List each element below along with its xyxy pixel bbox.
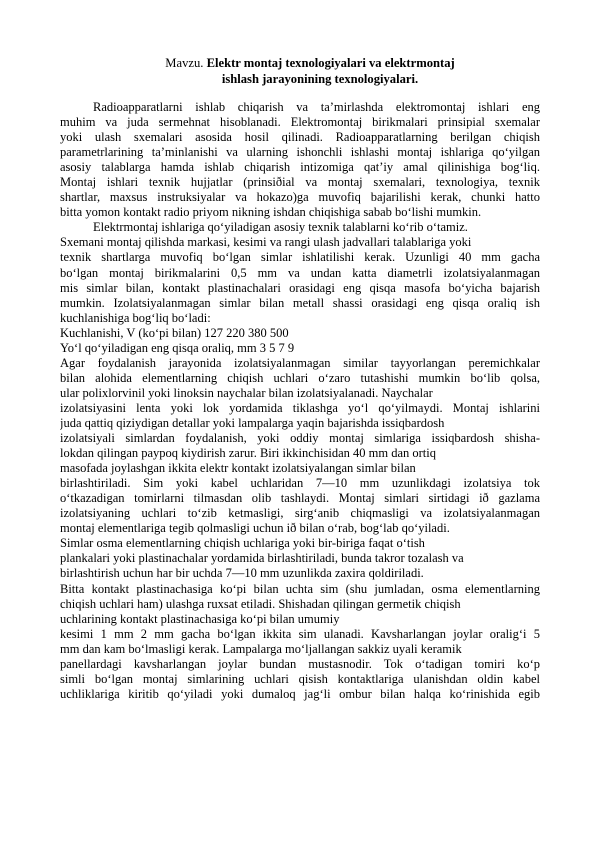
text-line: masofada joylashgan ikkita elektr kontakt izolatsiyalangan simlar bilan <box>60 461 416 476</box>
text-line: mis simlar bilan, kontakt plastinachalari orasidagi eng qisqa masofa bo‘yicha bajarish <box>60 280 540 295</box>
text-line: birlashtiriladi. Sim yoki kabel uchlaridan 7—10 mm uzunlikdagi izolatsiya tok <box>60 476 540 491</box>
text-line: parametrlarining ta’minlanishi va ularning ishonchli ishlashi montaj ishlariga qo‘yilgan <box>60 145 540 160</box>
text-line: muhim va juda sermehnat hisoblanadi. Elektromontaj birikmalari prinsipial sxemalar <box>60 115 540 130</box>
text-line: izolatsiyaning uchlari to‘zib ketmasligi, sirg‘anib chiqmasligi va izolatsiyalanmagan <box>60 506 540 521</box>
text-line: kesimi 1 mm 2 mm gacha bo‘lgan ikkita sim ulanadi. Kavsharlangan joylar oralig‘i 5 <box>60 626 540 641</box>
text-line: plankalari yoki plastinachalar yordamida birlashtiriladi, bunda takror tozalash va <box>60 551 464 566</box>
text-line: bitta yomon kontakt radio priyom nikning ishdan chiqishiga sabab bo‘lishi mumkin. <box>60 205 482 220</box>
text-line: Elektrmontaj ishlariga qo‘yiladigan asosiy texnik talablarni ko‘rib o‘tamiz. <box>93 220 468 235</box>
text-line: shartlar, maxsus instruksiyalar va hokazo)ga muvofiq bajarilishi kerak, chunki hatto <box>60 190 540 205</box>
text-line: yoki ulash sxemalari asosida hosil qilinadi. Radioapparatlarning berilgan chiqish <box>60 130 540 145</box>
text-line: uchlarining kontakt plastinachasiga ko‘pi bilan umumiy <box>60 611 340 626</box>
text-line: Simlar osma elementlarning chiqish uchlariga yoki bir-biriga faqat o‘tish <box>60 536 425 551</box>
text-line: Radioapparatlarni ishlab chiqarish va ta’mirlashda elektromontaj ishlari eng <box>93 100 540 114</box>
text-line: uchliklariga kiritib qo‘yiladi yoki dumaloq jag‘li ombur bilan halqa ko‘rinishida egib <box>60 686 540 701</box>
text-line: izolatsiyali simlardan foydalanish, yoki oddiy montaj simlariga issiqbardosh shisha- <box>60 431 540 446</box>
text-line: mm dan kam bo‘lmasligi kerak. Lampalarga mo‘ljallangan sakkiz uyali keramik <box>60 641 462 656</box>
text-line: birlashtirish uchun har bir uchda 7—10 mm uzunlikda zaxira qoldiriladi. <box>60 566 424 581</box>
body-text <box>60 100 540 702</box>
text-line: Agar foydalanish jarayonida izolatsiyalanmagan similar tayyorlangan peremichkalar <box>60 355 540 370</box>
text-line: Bitta kontakt plastinachasiga ko‘pi bilan uchta sim (shu jumladan, osma elementlarning <box>60 581 540 596</box>
text-line: Montaj ishlari texnik hujjatlar (prinsiðial va montaj sxemalari, texnologiya, texnik <box>60 175 540 190</box>
text-line: bo‘lgan montaj birikmalarini 0,5 mm va undan katta diametrli izolatsiyalanmagan <box>60 265 540 280</box>
title-line-2: ishlash jarayonining texnologiyalari. <box>221 72 419 86</box>
text-line: Kuchlanishi, V (ko‘pi bilan) 127 220 380 500 <box>60 325 289 340</box>
title-main: Elektr montaj texnologiyalari va elektrmontaj <box>206 56 455 70</box>
text-line: Yo‘l qo‘yiladigan eng qisqa oraliq, mm 3 5 7 9 <box>60 340 295 355</box>
text-line: panellardagi kavsharlangan joylar bundan mustasnodir. Tok o‘tadigan tomiri ko‘p <box>60 656 540 671</box>
text-line: Sxemani montaj qilishda markasi, kesimi va rangi ulash jadvallari talablariga yoki <box>60 235 472 250</box>
text-line: texnik shartlarga muvofiq bo‘lgan simlar ishlatilishi kerak. Uzunligi 40 mm gacha <box>60 250 540 265</box>
text-line: o‘tkazadigan tomirlarni tilmasdan olib tashlaydi. Montaj simlari sirtidagi ið gazlama <box>60 491 540 506</box>
title-line-1 <box>60 55 540 71</box>
document-title <box>60 55 540 87</box>
text-line: kuchlanishiga bog‘liq bo‘ladi: <box>60 310 211 325</box>
text-line: asosiy talablarga hamda ishlab chiqarish intizomiga qat’iy amal qilinishiga bog‘liq. <box>60 160 540 175</box>
text-line: ular polixlorvinil yoki linoksin naychalar bilan izolatsiyalanadi. Naychalar <box>60 385 433 400</box>
text-line: bilan alohida elementlarning chiqish uchlari o‘zaro tutashishi mumkin bo‘lib qolsa, <box>60 370 540 385</box>
text-line: simli bo‘lgan montaj simlarining uchlari qisish kontaktlariga ulanishdan oldin kabel <box>60 671 540 686</box>
title-prefix: Mavzu. <box>165 56 204 70</box>
text-line: lokdan qilingan paypoq kiydirish zarur. Biri ikkinchisidan 40 mm dan ortiq <box>60 446 436 461</box>
text-line: juda qattiq qiziydigan detallar yoki lampalarga yaqin bajarishda issiqbardosh <box>60 415 445 430</box>
text-line: chiqish uchlari ham) ulashga ruxsat etiladi. Shishadan qilingan germetik chiqish <box>60 596 461 611</box>
text-line: montaj elementlariga tegib qolmasligi uchun ið bilan o‘rab, bog‘lab qo‘yiladi. <box>60 521 450 536</box>
text-line: mumkin. Izolatsiyalanmagan simlar bilan metall shassi orasidagi eng qisqa oraliq ish <box>60 295 540 310</box>
text-line: izolatsiyasini lenta yoki lok yordamida tiklashga yo‘l qo‘yilmaydi. Montaj ishlarini <box>60 400 540 415</box>
